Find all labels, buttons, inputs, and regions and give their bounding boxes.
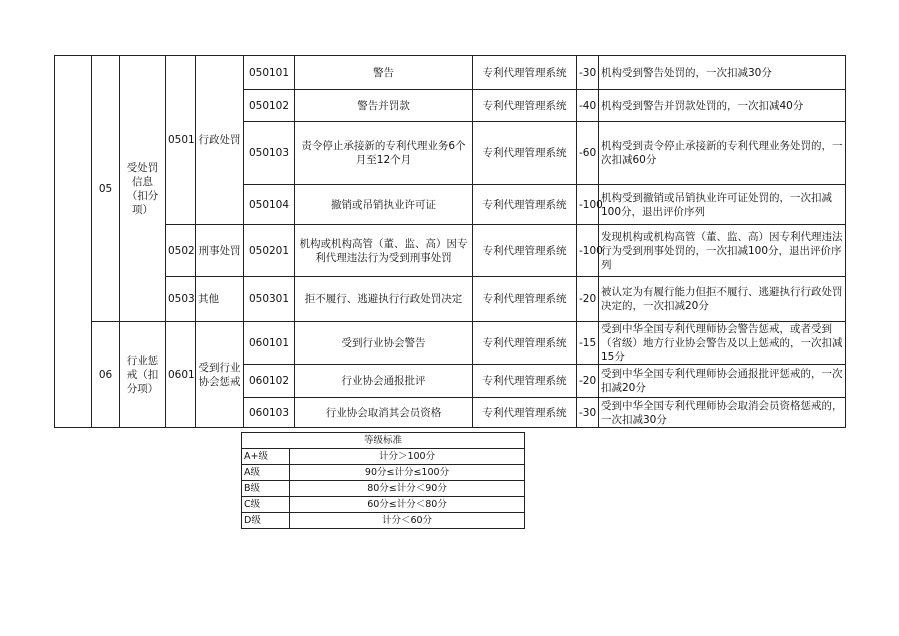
item-name: 行业协会取消其会员资格 (295, 398, 473, 428)
group-name: 受处罚信息（扣分项） (120, 56, 166, 322)
item-name: 受到行业协会警告 (295, 322, 473, 365)
item-name: 拒不履行、逃避执行行政处罚决定 (295, 277, 473, 322)
item-code: 060102 (244, 365, 295, 398)
item-source: 专利代理管理系统 (473, 90, 577, 122)
table-row (242, 497, 525, 513)
item-source: 专利代理管理系统 (473, 122, 577, 185)
item-score: -20 (577, 365, 599, 398)
item-name: 机构或机构高管（董、监、高）因专利代理违法行为受到刑事处罚 (295, 225, 473, 277)
grade-criteria: 计分＜60分 (290, 513, 525, 529)
item-score: -30 (577, 398, 599, 428)
deduction-table (54, 55, 846, 428)
grade-level: A级 (242, 465, 290, 481)
item-source: 专利代理管理系统 (473, 185, 577, 225)
item-name: 警告 (295, 56, 473, 90)
item-desc: 受到中华全国专利代理师协会取消会员资格惩戒的，一次扣减30分 (599, 398, 846, 428)
item-source: 专利代理管理系统 (473, 365, 577, 398)
item-name: 行业协会通报批评 (295, 365, 473, 398)
item-source: 专利代理管理系统 (473, 398, 577, 428)
item-desc: 机构受到责令停止承接新的专利代理业务处罚的，一次扣减60分 (599, 122, 846, 185)
item-desc: 被认定为有履行能力但拒不履行、逃避执行行政处罚决定的，一次扣减20分 (599, 277, 846, 322)
item-desc: 发现机构或机构高管（董、监、高）因专利代理违法行为受到刑事处罚的，一次扣减100分，退出评价序列 (599, 225, 846, 277)
item-code: 050102 (244, 90, 295, 122)
grade-standard-table (241, 432, 525, 529)
subgroup-name: 刑事处罚 (196, 225, 244, 277)
grade-table-title: 等级标准 (242, 433, 525, 449)
item-desc: 机构受到警告处罚的，一次扣减30分 (599, 56, 846, 90)
grade-level: C级 (242, 497, 290, 513)
item-score: -40 (577, 90, 599, 122)
item-score: -100 (577, 185, 599, 225)
item-desc: 受到中华全国专利代理师协会通报批评惩戒的，一次扣减20分 (599, 365, 846, 398)
grade-level: D级 (242, 513, 290, 529)
item-source: 专利代理管理系统 (473, 277, 577, 322)
grade-criteria: 80分≤计分＜90分 (290, 481, 525, 497)
item-score: -60 (577, 122, 599, 185)
grade-level: B级 (242, 481, 290, 497)
item-desc: 机构受到撤销或吊销执业许可证处罚的，一次扣减100分，退出评价序列 (599, 185, 846, 225)
item-code: 050201 (244, 225, 295, 277)
item-code: 060101 (244, 322, 295, 365)
grade-criteria: 60分≤计分＜80分 (290, 497, 525, 513)
table-row (242, 449, 525, 465)
item-score: -20 (577, 277, 599, 322)
table-row (242, 465, 525, 481)
grade-criteria: 计分＞100分 (290, 449, 525, 465)
item-source: 专利代理管理系统 (473, 56, 577, 90)
subgroup-name: 行政处罚 (196, 56, 244, 225)
item-name: 警告并罚款 (295, 90, 473, 122)
item-code: 050101 (244, 56, 295, 90)
item-source: 专利代理管理系统 (473, 322, 577, 365)
item-score: -100 (577, 225, 599, 277)
item-code: 050104 (244, 185, 295, 225)
item-source: 专利代理管理系统 (473, 225, 577, 277)
item-score: -30 (577, 56, 599, 90)
table-row (242, 481, 525, 497)
table-row (242, 433, 525, 449)
table-row (55, 225, 846, 277)
item-code: 060103 (244, 398, 295, 428)
table-row (55, 322, 846, 365)
subgroup-code: 0601 (166, 322, 196, 428)
table-row (242, 513, 525, 529)
subgroup-name: 受到行业协会惩戒 (196, 322, 244, 428)
group-code: 05 (92, 56, 120, 322)
grade-level: A+级 (242, 449, 290, 465)
subgroup-code: 0501 (166, 56, 196, 225)
item-desc: 受到中华全国专利代理师协会警告惩戒，或者受到（省级）地方行业协会警告及以上惩戒的，一次扣减15分 (599, 322, 846, 365)
item-desc: 机构受到警告并罚款处罚的，一次扣减40分 (599, 90, 846, 122)
item-name: 责令停止承接新的专利代理业务6个月至12个月 (295, 122, 473, 185)
subgroup-name: 其他 (196, 277, 244, 322)
group-name: 行业惩戒（扣分项） (120, 322, 166, 428)
grade-criteria: 90分≤计分≤100分 (290, 465, 525, 481)
item-name: 撤销或吊销执业许可证 (295, 185, 473, 225)
table-row (55, 277, 846, 322)
subgroup-code: 0503 (166, 277, 196, 322)
item-score: -15 (577, 322, 599, 365)
group-code: 06 (92, 322, 120, 428)
subgroup-code: 0502 (166, 225, 196, 277)
item-code: 050301 (244, 277, 295, 322)
item-code: 050103 (244, 122, 295, 185)
table-row (55, 56, 846, 90)
blank-cell (55, 56, 92, 428)
